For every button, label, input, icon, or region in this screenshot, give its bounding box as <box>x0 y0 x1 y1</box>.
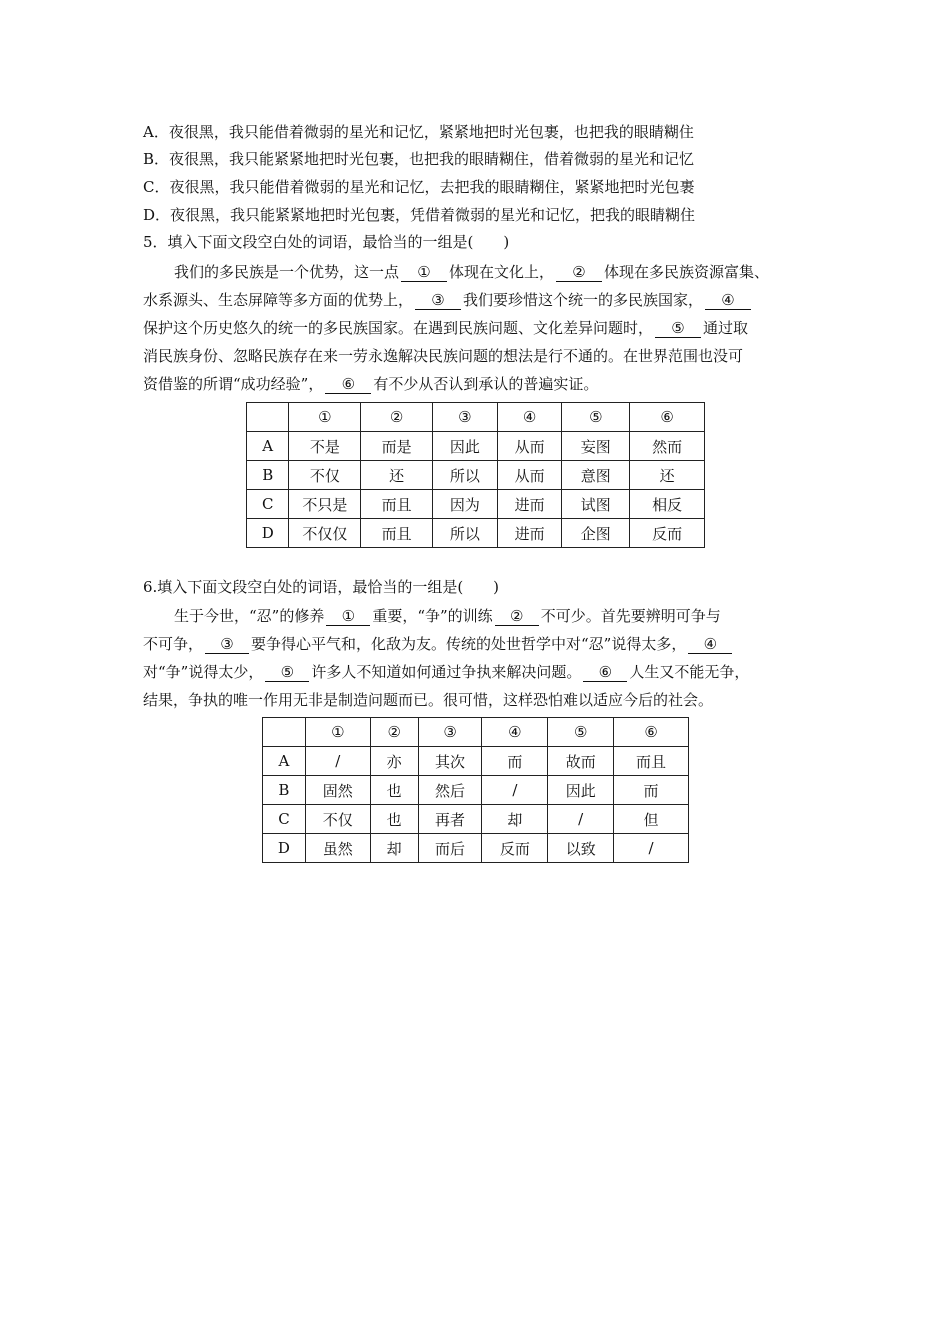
text-segment: 重要，“争”的训练 <box>372 607 493 625</box>
table-cell: ⑤ <box>562 403 630 432</box>
text-segment: 人生又不能无争， <box>629 663 750 681</box>
table-cell: 不仅 <box>305 805 370 834</box>
table-cell: 虽然 <box>305 834 370 863</box>
table-cell: 因此 <box>548 776 614 805</box>
table-header-row <box>247 403 705 432</box>
text-segment: 体现在文化上， <box>449 263 555 281</box>
q6-paragraph-line <box>143 662 749 682</box>
table-cell: 还 <box>630 461 705 490</box>
table-cell: 故而 <box>548 747 614 776</box>
table-cell: 相反 <box>630 490 705 519</box>
table-cell: 不只是 <box>289 490 361 519</box>
table-cell <box>247 403 289 432</box>
q6-options-table <box>262 717 689 863</box>
table-cell: C <box>247 490 289 519</box>
table-cell: 而是 <box>361 432 433 461</box>
text-segment: 通过取 <box>703 319 749 337</box>
option-c: C．夜很黑，我只能借着微弱的星光和记忆，去把我的眼睛糊住，紧紧地把时光包裹 <box>143 178 695 196</box>
blank-1: ① <box>326 607 370 626</box>
table-cell: D <box>247 519 289 548</box>
table-cell: 却 <box>482 805 548 834</box>
text-segment: 我们的多民族是一个优势，这一点 <box>174 263 400 281</box>
q5-paragraph-line <box>143 290 753 310</box>
table-cell: 而 <box>614 776 689 805</box>
table-header-row <box>263 718 689 747</box>
blank-5: ⑤ <box>655 319 701 338</box>
q6-paragraph-line: 结果，争执的唯一作用无非是制造问题而已。很可惜，这样恐怕难以适应今后的社会。 <box>143 691 714 709</box>
option-b: B．夜很黑，我只能紧紧地把时光包裹，也把我的眼睛糊住，借着微弱的星光和记忆 <box>143 150 695 168</box>
option-d: D．夜很黑，我只能紧紧地把时光包裹，凭借着微弱的星光和记忆，把我的眼睛糊住 <box>143 206 696 224</box>
table-cell: 从而 <box>497 461 562 490</box>
table-cell: 从而 <box>497 432 562 461</box>
table-row <box>247 432 705 461</box>
table-cell: ① <box>289 403 361 432</box>
table-cell: 因为 <box>433 490 498 519</box>
blank-4: ④ <box>705 291 751 310</box>
table-cell: ④ <box>497 403 562 432</box>
table-cell <box>263 718 306 747</box>
table-cell: 也 <box>370 805 418 834</box>
table-row <box>263 747 689 776</box>
table-row <box>247 461 705 490</box>
table-cell: 不仅仅 <box>289 519 361 548</box>
table-cell: 企图 <box>562 519 630 548</box>
blank-5: ⑤ <box>265 663 309 682</box>
table-cell: 不仅 <box>289 461 361 490</box>
q5-paragraph-line <box>174 262 769 282</box>
table-cell: 而 <box>482 747 548 776</box>
table-cell: ① <box>305 718 370 747</box>
blank-3: ③ <box>415 291 461 310</box>
text-segment: 许多人不知道如何通过争执来解决问题。 <box>311 663 582 681</box>
question-5-stem: 5．填入下面文段空白处的词语，最恰当的一组是( ) <box>143 233 510 251</box>
text-segment: 要争得心平气和，化敌为友。传统的处世哲学中对“忍”说得太多， <box>251 635 687 653</box>
text-segment: 体现在多民族资源富集、 <box>604 263 770 281</box>
text-segment: 保护这个历史悠久的统一的多民族国家。在遇到民族问题、文化差异问题时， <box>143 319 654 337</box>
table-cell: 不是 <box>289 432 361 461</box>
table-cell: D <box>263 834 306 863</box>
table-cell: ③ <box>418 718 482 747</box>
table-cell: 以致 <box>548 834 614 863</box>
text-segment: 有不少从否认到承认的普遍实证。 <box>373 375 599 393</box>
table-cell: 所以 <box>433 461 498 490</box>
text-segment: 水系源头、生态屏障等多方面的优势上， <box>143 291 414 309</box>
table-cell: / <box>548 805 614 834</box>
table-cell: 所以 <box>433 519 498 548</box>
table-cell: 意图 <box>562 461 630 490</box>
table-cell: 亦 <box>370 747 418 776</box>
table-cell: ② <box>361 403 433 432</box>
table-cell: 却 <box>370 834 418 863</box>
table-cell: 妄图 <box>562 432 630 461</box>
table-cell: 再者 <box>418 805 482 834</box>
text-segment: 生于今世，“忍”的修养 <box>174 607 325 625</box>
blank-2: ② <box>556 263 602 282</box>
blank-1: ① <box>401 263 447 282</box>
blank-4: ④ <box>688 635 732 654</box>
table-cell: 进而 <box>497 519 562 548</box>
table-cell: ④ <box>482 718 548 747</box>
table-cell: 但 <box>614 805 689 834</box>
text-segment: 不可少。首先要辨明可争与 <box>540 607 721 625</box>
blank-3: ③ <box>205 635 249 654</box>
table-cell: 试图 <box>562 490 630 519</box>
table-cell: ⑥ <box>614 718 689 747</box>
question-6-stem: 6.填入下面文段空白处的词语，最恰当的一组是( ) <box>143 578 500 596</box>
table-cell: 还 <box>361 461 433 490</box>
table-cell: 固然 <box>305 776 370 805</box>
table-cell: 而且 <box>361 490 433 519</box>
text-segment: 我们要珍惜这个统一的多民族国家， <box>463 291 704 309</box>
table-cell: B <box>263 776 306 805</box>
q5-paragraph-line <box>143 374 598 394</box>
table-cell: ③ <box>433 403 498 432</box>
table-row <box>263 834 689 863</box>
q5-paragraph-line <box>143 318 748 338</box>
table-cell: / <box>614 834 689 863</box>
blank-6: ⑥ <box>325 375 371 394</box>
table-cell: 进而 <box>497 490 562 519</box>
table-cell: / <box>482 776 548 805</box>
table-row <box>263 776 689 805</box>
table-cell: 而且 <box>614 747 689 776</box>
table-row <box>247 519 705 548</box>
table-cell: C <box>263 805 306 834</box>
table-cell: / <box>305 747 370 776</box>
q6-paragraph-line <box>174 606 721 626</box>
table-cell: 也 <box>370 776 418 805</box>
table-cell: A <box>247 432 289 461</box>
table-cell: 反而 <box>482 834 548 863</box>
table-row <box>247 490 705 519</box>
table-cell: 因此 <box>433 432 498 461</box>
table-cell: 然而 <box>630 432 705 461</box>
blank-6: ⑥ <box>583 663 627 682</box>
table-cell: ② <box>370 718 418 747</box>
option-a: A．夜很黑，我只能借着微弱的星光和记忆，紧紧地把时光包裹，也把我的眼睛糊住 <box>143 123 694 141</box>
q5-paragraph-line: 消民族身份、忽略民族存在来一劳永逸解决民族问题的想法是行不通的。在世界范围也没可 <box>143 347 744 365</box>
table-cell: ⑥ <box>630 403 705 432</box>
q5-options-table <box>246 402 705 548</box>
table-cell: 然后 <box>418 776 482 805</box>
table-cell: 反而 <box>630 519 705 548</box>
table-cell: A <box>263 747 306 776</box>
blank-2: ② <box>495 607 539 626</box>
table-cell: 而且 <box>361 519 433 548</box>
table-cell: B <box>247 461 289 490</box>
table-cell: 而后 <box>418 834 482 863</box>
text-segment: 资借鉴的所谓“成功经验”， <box>143 375 324 393</box>
table-row <box>263 805 689 834</box>
q6-paragraph-line <box>143 634 734 654</box>
text-segment: 对“争”说得太少， <box>143 663 264 681</box>
table-cell: 其次 <box>418 747 482 776</box>
text-segment: 不可争， <box>143 635 204 653</box>
table-cell: ⑤ <box>548 718 614 747</box>
